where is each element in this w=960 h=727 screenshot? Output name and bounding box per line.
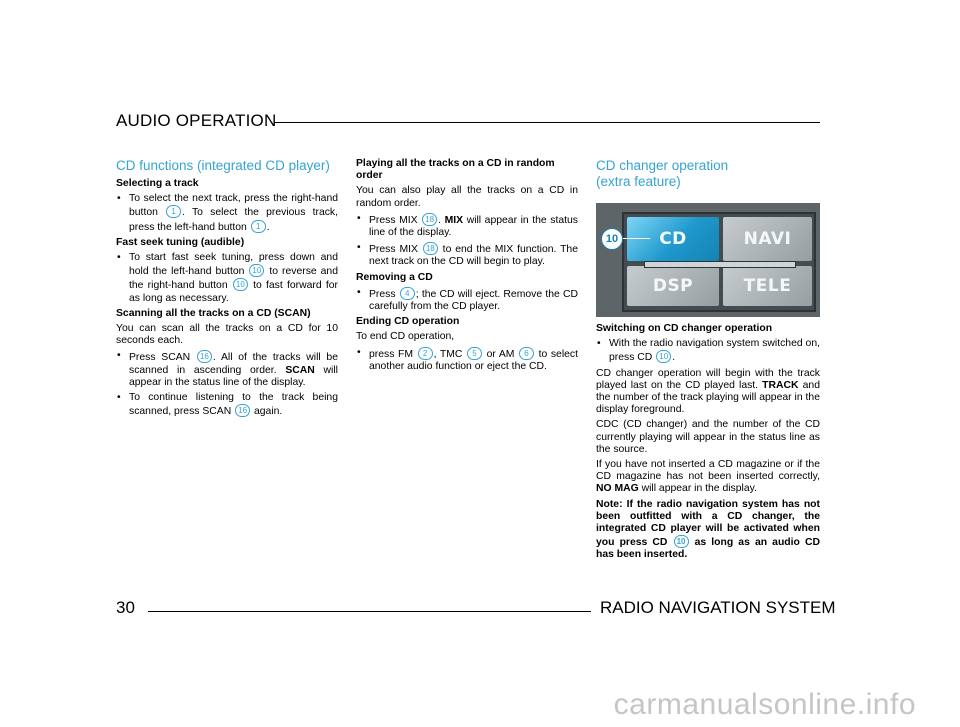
list-item	[116, 193, 338, 234]
text: Press	[369, 288, 399, 300]
footer-title: RADIO NAVIGATION SYSTEM	[600, 598, 836, 617]
selecting-track-title: Selecting a track	[116, 178, 199, 189]
header-rule	[274, 122, 820, 123]
selecting-track-list	[116, 193, 338, 234]
button-ref-badge: 10	[674, 535, 689, 548]
text: Note: If the radio navigation system has not been outfitted with a CD changer, the integrated CD player will be activated when you press CD	[596, 498, 820, 549]
text: again.	[251, 406, 283, 418]
text: . To select the previous track, press the left-hand button	[129, 207, 339, 233]
cd-slot	[644, 261, 796, 268]
switching-on-title: Switching on CD changer operation	[596, 323, 773, 334]
column-cd-functions	[116, 158, 338, 421]
display-keyword: SCAN	[285, 364, 315, 376]
list-item	[116, 252, 338, 305]
page-number: 30	[116, 598, 135, 617]
text: .	[672, 352, 676, 364]
button-ref-badge: 4	[400, 287, 415, 300]
list-item	[116, 392, 338, 418]
random-order-paragraph: You can also play all the tracks on a CD in random order.	[356, 185, 578, 209]
text: If you have not inserted a CD magazine or if the CD magazine has not been inserted correctly,	[596, 459, 820, 483]
button-ref-badge: 10	[249, 264, 264, 277]
note-paragraph	[596, 499, 820, 562]
button-panel-photo	[596, 203, 820, 317]
callout-leader-line	[622, 238, 650, 239]
text: to end the MIX function. The next track on the CD will begin to play.	[369, 244, 578, 268]
scan-paragraph: You can scan all the tracks on a CD for 10 seconds each.	[116, 323, 338, 347]
section-title: AUDIO OPERATION	[116, 111, 277, 130]
display-keyword: TRACK	[762, 379, 799, 391]
button-ref-badge: 1	[251, 220, 266, 233]
cd-changer-heading	[596, 158, 820, 190]
text: Press MIX	[369, 214, 422, 226]
button-ref-badge: 10	[233, 278, 248, 291]
random-order-list	[356, 213, 578, 269]
list-item	[116, 350, 338, 389]
text: .	[438, 214, 445, 226]
button-ref-badge: 10	[656, 350, 671, 363]
text: to select another audio function or eject the CD.	[369, 348, 579, 372]
navi-button: NAVI	[723, 217, 812, 261]
heading-line: (extra feature)	[596, 174, 681, 189]
text: press FM	[369, 348, 417, 360]
ending-cd-paragraph: To end CD operation,	[356, 331, 455, 343]
column-cd-changer	[596, 158, 820, 194]
text: will appear in the display.	[638, 483, 757, 495]
text: To select the next track, press the right-hand button	[129, 193, 338, 219]
page-header	[116, 111, 820, 135]
button-ref-badge: 2	[418, 347, 433, 360]
text: With the radio navigation system switched on, press CD	[609, 338, 820, 364]
footer-rule	[148, 611, 591, 612]
cd-button: CD	[627, 217, 719, 261]
button-ref-badge: 18	[422, 213, 437, 226]
removing-cd-list	[356, 287, 578, 313]
text: CD changer operation will begin with the track played last on the CD played last.	[596, 367, 820, 391]
scan-list	[116, 350, 338, 418]
text: To start fast seek tuning, press down and hold the left-hand button	[129, 252, 338, 278]
dsp-button: DSP	[627, 266, 719, 306]
random-order-title: Playing all the tracks on a CD in random order	[356, 158, 555, 182]
paragraph	[596, 459, 820, 496]
ending-cd-list	[356, 347, 578, 373]
text: and the number of the track playing will appear in the display foreground.	[596, 379, 820, 416]
text: to reverse and the right-hand button	[129, 266, 338, 292]
text: .	[266, 221, 270, 233]
watermark-text: carmanualsonline.info	[613, 688, 916, 721]
cd-functions-heading: CD functions (integrated CD player)	[116, 158, 330, 173]
fast-seek-list	[116, 252, 338, 305]
scan-title: Scanning all the tracks on a CD (SCAN)	[116, 307, 311, 319]
button-ref-badge: 16	[197, 350, 212, 363]
button-ref-badge: 5	[467, 347, 482, 360]
column-random-play	[356, 158, 578, 376]
list-item	[356, 213, 578, 239]
column-cd-changer-body	[596, 323, 820, 565]
text: will appear in the status line of the display.	[369, 214, 578, 239]
list-item	[356, 347, 578, 373]
tele-button: TELE	[723, 266, 812, 306]
switching-on-list	[596, 338, 820, 364]
button-panel	[622, 212, 816, 312]
paragraph: CDC (CD changer) and the number of the CD currently playing will appear in the status line as the source.	[596, 419, 820, 455]
text: will appear in the status line of the display.	[129, 364, 338, 388]
button-ref-badge: 1	[166, 205, 181, 218]
removing-cd-title: Removing a CD	[356, 271, 433, 283]
heading-line: CD changer operation	[596, 158, 729, 173]
list-item	[596, 338, 820, 364]
text: To continue listening to the track being scanned, press SCAN	[129, 392, 338, 418]
ending-cd-title: Ending CD operation	[356, 316, 460, 328]
button-ref-badge: 18	[423, 242, 438, 255]
text: to fast forward for as long as necessary.	[129, 280, 338, 304]
watermark	[0, 688, 960, 722]
display-keyword: NO MAG	[596, 483, 639, 495]
text: or AM	[482, 348, 519, 360]
button-ref-badge: 16	[235, 404, 250, 417]
text: as long as an audio CD has been inserted.	[596, 537, 820, 561]
text: Press SCAN	[129, 352, 196, 364]
text: . All of the tracks will be scanned in ascending order.	[129, 352, 338, 376]
text: ; the CD will eject. Remove the CD carefully from the CD player.	[369, 288, 578, 313]
paragraph	[596, 368, 820, 417]
button-ref-badge: 6	[519, 347, 534, 360]
callout-number: 10	[601, 228, 623, 250]
list-item	[356, 242, 578, 268]
text: Press MIX	[369, 244, 422, 256]
fast-seek-title: Fast seek tuning (audible)	[116, 236, 245, 248]
text: , TMC	[433, 348, 466, 360]
list-item	[356, 287, 578, 313]
display-keyword: MIX	[444, 214, 464, 226]
